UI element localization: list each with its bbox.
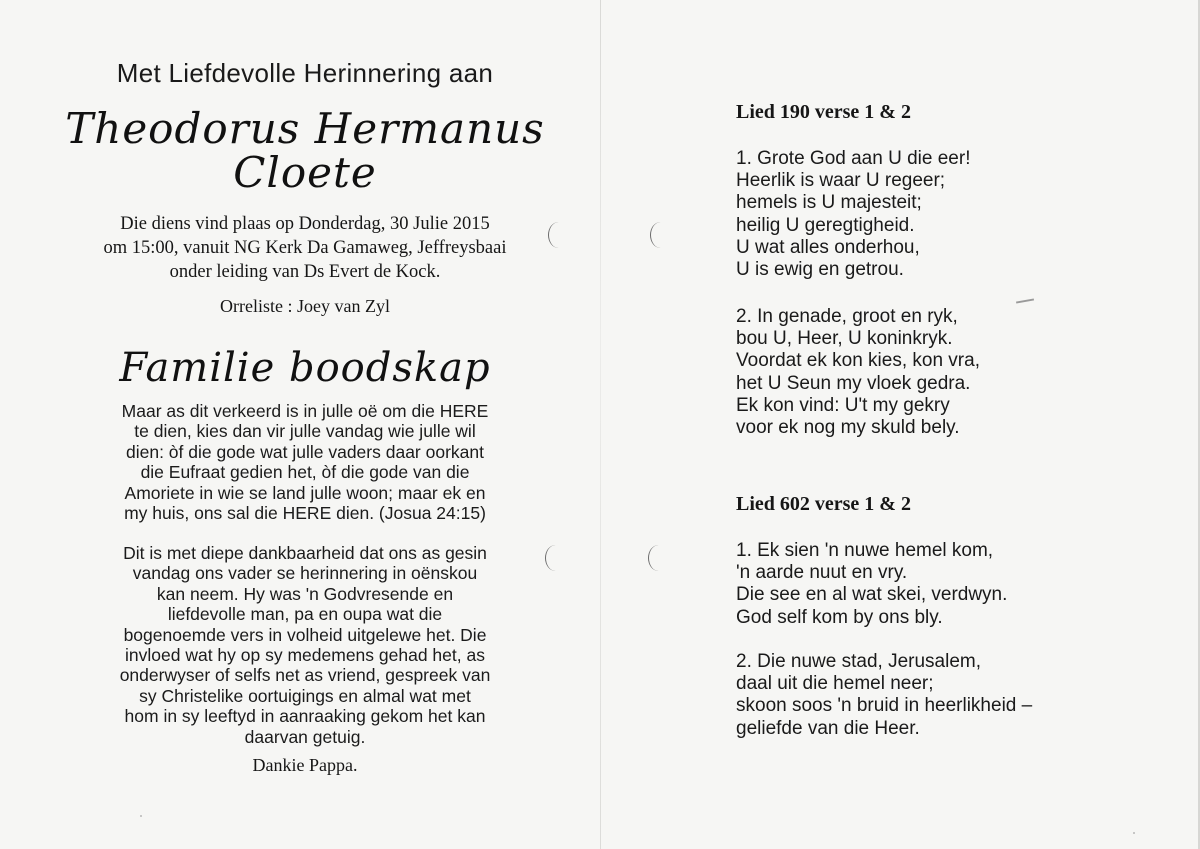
verse-line: 2. Die nuwe stad, Jerusalem, xyxy=(736,651,982,672)
scripture-paragraph xyxy=(65,401,545,523)
deceased-name-surname: Cloete xyxy=(233,148,377,197)
hymn-verse xyxy=(736,651,1032,740)
punch-hole xyxy=(650,222,671,248)
verse-line: skoon soos 'n bruid in heerlikheid – xyxy=(736,695,1033,717)
verse-line: heilig U geregtigheid. xyxy=(736,214,915,236)
verse-line: hemels is U majesteit; xyxy=(736,192,922,214)
verse-line: U wat alles onderhou, xyxy=(736,236,920,258)
punch-hole xyxy=(648,545,669,571)
hymn-verse xyxy=(736,148,970,281)
paragraph-line: liefdevolle man, pa en oupa wat die xyxy=(167,604,443,625)
paragraph-line: die Eufraat gedien het, òf die gode van die xyxy=(140,462,470,483)
family-message-paragraph xyxy=(65,543,545,747)
verse-line: geliefde van die Heer. xyxy=(736,717,920,739)
verse-line: het U Seun my vloek gedra. xyxy=(736,372,971,394)
verse-line: Die see en al wat skei, verdwyn. xyxy=(736,584,1008,606)
paragraph-line: Maar as dit verkeerd is in julle oë om die HERE xyxy=(121,401,489,421)
paragraph-line: hom in sy leeftyd in aanraaking gekom het kan xyxy=(124,706,486,727)
center-fold xyxy=(600,0,601,849)
service-line: Die diens vind plaas op Donderdag, 30 Julie 2015 xyxy=(120,214,490,234)
hymn-title: Lied 602 verse 1 & 2 xyxy=(736,493,911,515)
paragraph-line: Amoriete in wie se land julle woon; maar ek en xyxy=(124,482,486,503)
paragraph-line: daarvan getuig. xyxy=(244,726,366,747)
verse-line: daal uit die hemel neer; xyxy=(736,673,934,695)
paragraph-line: Dit is met diepe dankbaarheid dat ons as gesin xyxy=(123,543,487,563)
paragraph-line: invloed wat hy op sy medemens gehad het, as xyxy=(125,645,485,666)
paragraph-line: kan neem. Hy was 'n Godvresende en xyxy=(156,583,454,604)
closing-thanks: Dankie Pappa. xyxy=(252,755,358,775)
paper-speck xyxy=(1133,832,1135,834)
service-line: onder leiding van Ds Evert de Kock. xyxy=(169,262,441,282)
service-line: om 15:00, vanuit NG Kerk Da Gamaweg, Jeffreysbaai xyxy=(103,238,507,258)
verse-line: 1. Ek sien 'n nuwe hemel kom, xyxy=(736,540,994,561)
verse-line: Heerlik is waar U regeer; xyxy=(736,170,946,192)
paragraph-line: onderwyser of selfs net as vriend, gespreek van xyxy=(119,665,491,686)
verse-line: 2. In genade, groot en ryk, xyxy=(736,306,958,327)
service-details xyxy=(40,212,570,284)
stray-mark xyxy=(1016,298,1034,303)
deceased-name-first: Theodorus Hermanus xyxy=(65,104,545,153)
organist: Orreliste : Joey van Zyl xyxy=(220,296,390,316)
paragraph-line: dien: òf die gode wat julle vaders daar oorkant xyxy=(125,441,484,462)
paragraph-line: te dien, kies dan vir julle vandag wie julle wil xyxy=(134,421,476,442)
hymn-verse xyxy=(736,306,980,439)
paragraph-line: sy Christelike oortuigings en almal wat met xyxy=(139,685,471,706)
hymn-title: Lied 190 verse 1 & 2 xyxy=(736,101,911,123)
verse-line: 1. Grote God aan U die eer! xyxy=(736,148,971,169)
paragraph-line: my huis, ons sal die HERE dien. (Josua 24:15) xyxy=(124,503,486,524)
verse-line: God self kom by ons bly. xyxy=(736,606,943,628)
paragraph-line: bogenoemde vers in volheid uitgelewe het. Die xyxy=(123,624,487,645)
verse-line: Ek kon vind: U't my gekry xyxy=(736,394,950,416)
paragraph-line: vandag ons vader se herinnering in oënskou xyxy=(132,563,478,584)
paper-speck xyxy=(140,815,142,817)
hymn-verse xyxy=(736,540,1007,629)
verse-line: bou U, Heer, U koninkryk. xyxy=(736,328,953,350)
verse-line: voor ek nog my skuld bely. xyxy=(736,417,960,439)
card-header: Met Liefdevolle Herinnering aan xyxy=(116,58,494,88)
verse-line: U is ewig en getrou. xyxy=(736,259,904,281)
punch-hole xyxy=(545,545,566,571)
verse-line: Voordat ek kon kies, kon vra, xyxy=(736,350,980,372)
verse-line: 'n aarde nuut en vry. xyxy=(736,562,908,584)
family-message-heading: Familie boodskap xyxy=(119,345,491,391)
